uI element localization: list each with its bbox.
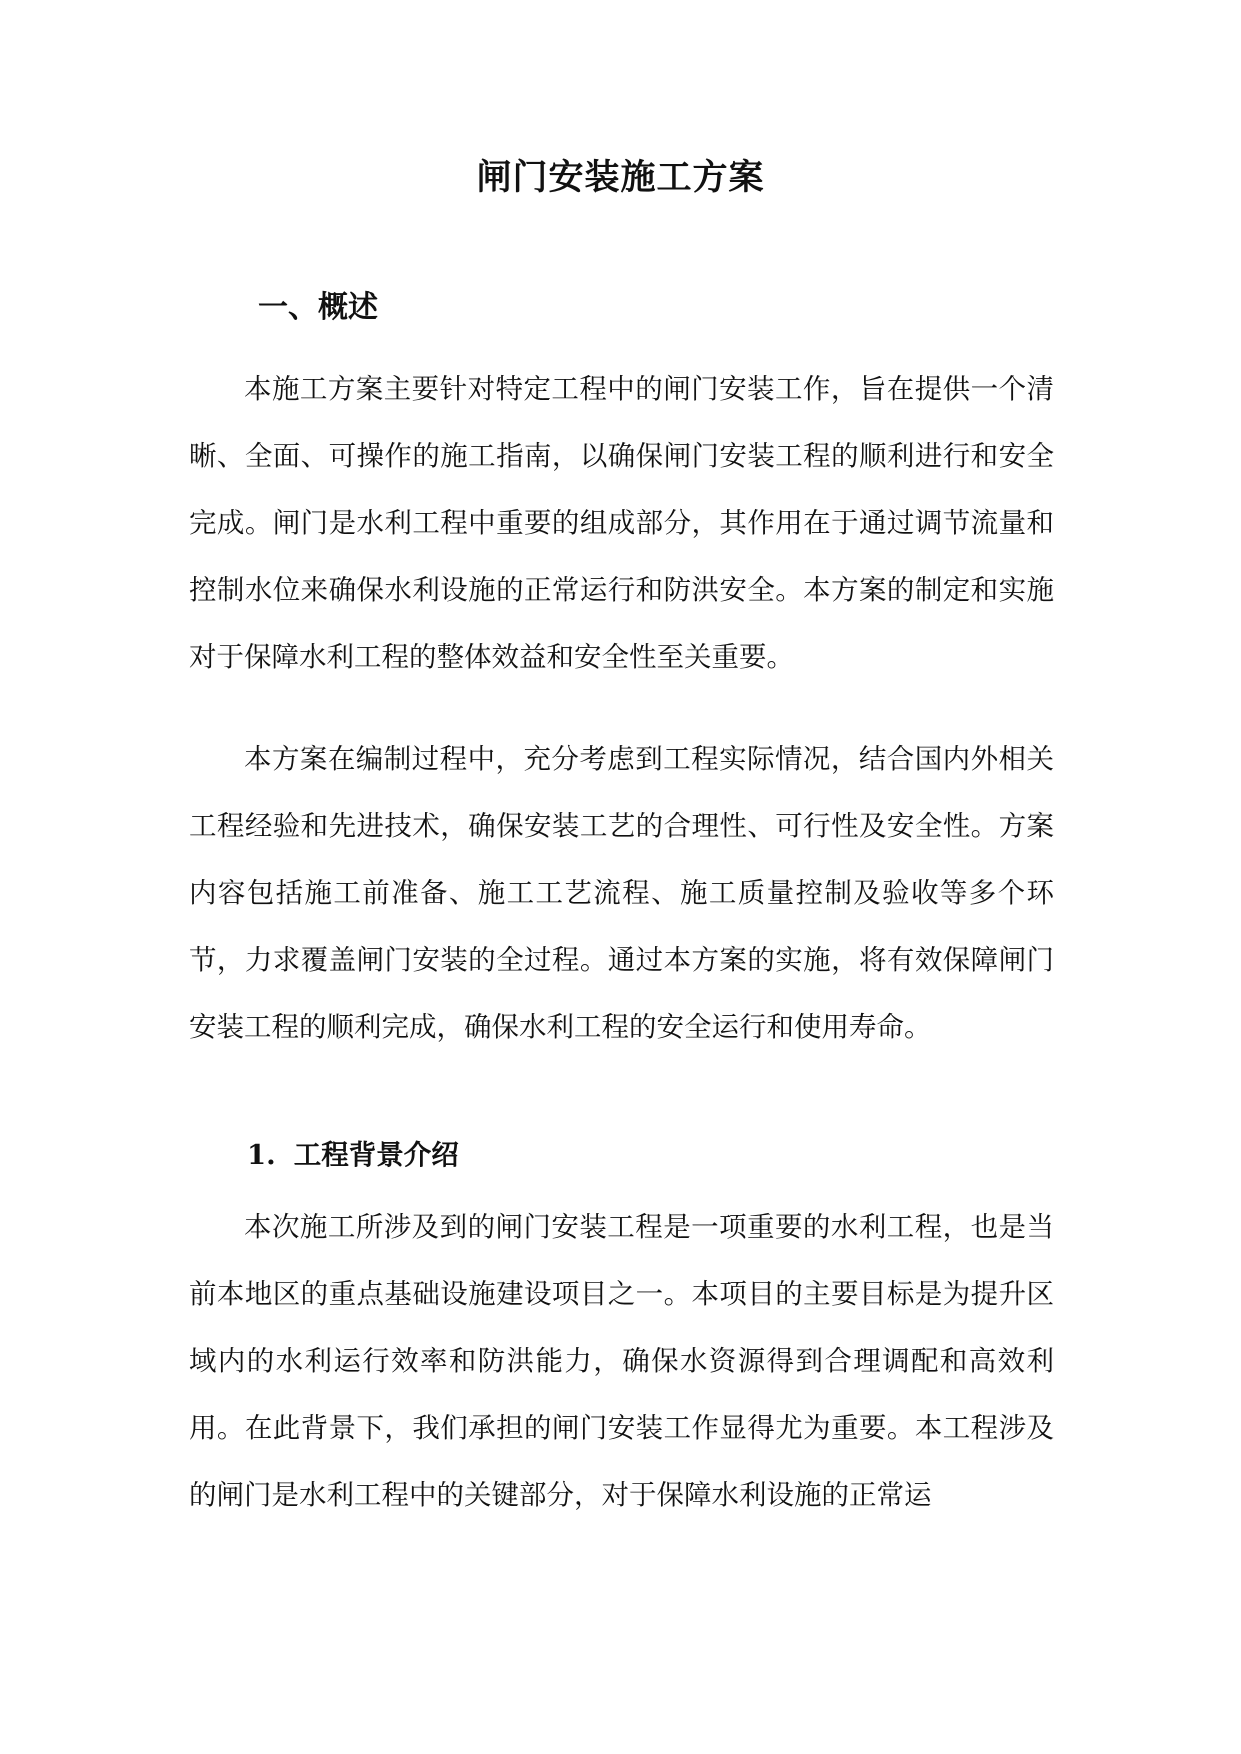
document-title: 闸门安装施工方案	[476, 157, 765, 198]
background-paragraph-1: 本次施工所涉及到的闸门安装工程是一项重要的水利工程，也是当前本地区的重点基础设施建设项目之一。本项目的主要目标是为提升区域内的水利运行效率和防洪能力，确保水资源得到合理调配和高效利用。在此背景下，我们承担的闸门安装工作显得尤为重要。本工程涉及的闸门是水利工程中的关键部分，对于保障水利设施的正常运	[189, 1211, 1054, 1511]
subsection-title: 工程背景介绍	[293, 1139, 459, 1171]
overview-paragraph-2: 本方案在编制过程中，充分考虑到工程实际情况，结合国内外相关工程经验和先进技术，确保安装工艺的合理性、可行性及安全性。方案内容包括施工前准备、施工工艺流程、施工质量控制及验收等多个环节，力求覆盖闸门安装的全过程。通过本方案的实施，将有效保障闸门安装工程的顺利完成，确保水利工程的安全运行和使用寿命。	[189, 743, 1054, 1043]
subsection-number: 1.	[247, 1139, 276, 1171]
subsection-heading-background	[247, 1132, 459, 1172]
section-heading-overview: 一、概述	[258, 290, 378, 325]
overview-paragraph-1: 本施工方案主要针对特定工程中的闸门安装工作，旨在提供一个清晰、全面、可操作的施工指南，以确保闸门安装工程的顺利进行和安全完成。闸门是水利工程中重要的组成部分，其作用在于通过调节流量和控制水位来确保水利设施的正常运行和防洪安全。本方案的制定和实施对于保障水利工程的整体效益和安全性至关重要。	[189, 373, 1054, 673]
